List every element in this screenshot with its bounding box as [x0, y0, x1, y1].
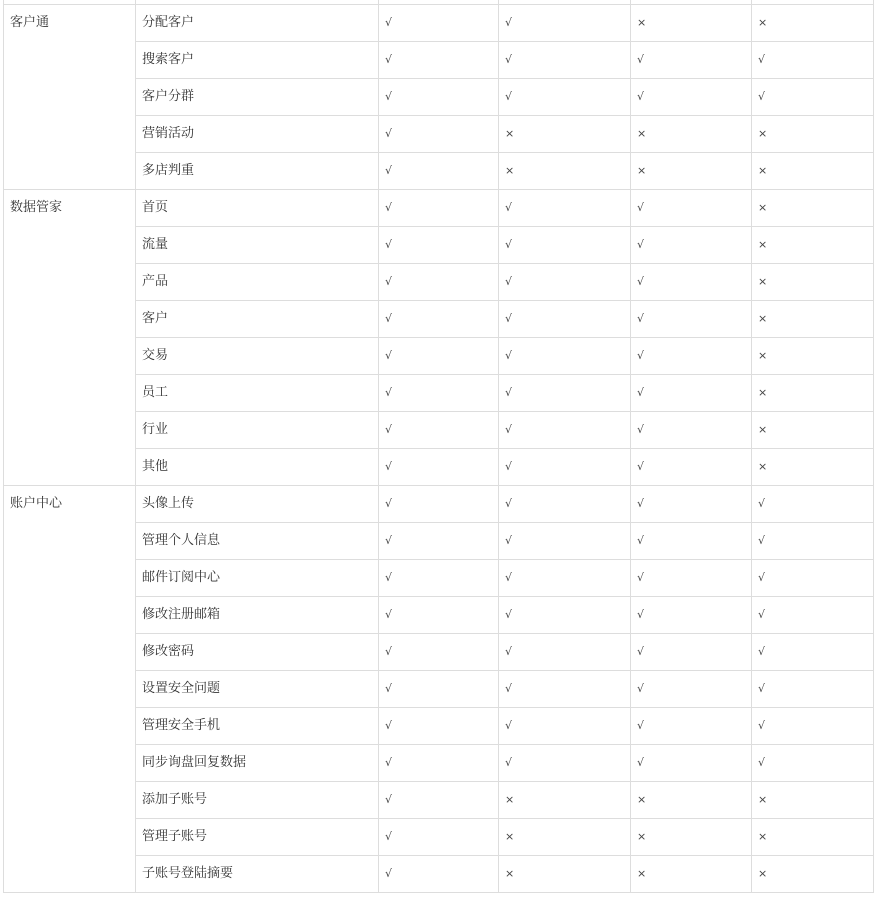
cross-mark: ×: [752, 782, 874, 819]
check-mark: √: [631, 597, 752, 634]
check-mark: √: [631, 301, 752, 338]
check-mark: √: [631, 42, 752, 79]
check-mark: √: [379, 745, 499, 782]
check-mark: √: [499, 523, 631, 560]
feature-label: 设置安全问题: [136, 671, 379, 708]
check-mark: √: [499, 597, 631, 634]
check-mark: √: [379, 486, 499, 523]
check-mark: √: [499, 449, 631, 486]
check-mark: √: [752, 79, 874, 116]
check-mark: √: [499, 412, 631, 449]
check-mark: √: [379, 856, 499, 893]
feature-label: 邮件订阅中心: [136, 560, 379, 597]
check-mark: √: [379, 634, 499, 671]
check-mark: √: [752, 634, 874, 671]
cross-mark: ×: [631, 782, 752, 819]
feature-label: 营销活动: [136, 116, 379, 153]
feature-label: 产品: [136, 264, 379, 301]
cross-mark: ×: [499, 153, 631, 190]
check-mark: √: [631, 634, 752, 671]
check-mark: √: [499, 634, 631, 671]
check-mark: √: [499, 338, 631, 375]
check-mark: √: [379, 338, 499, 375]
check-mark: √: [379, 708, 499, 745]
check-mark: √: [379, 782, 499, 819]
check-mark: √: [499, 745, 631, 782]
check-mark: √: [752, 745, 874, 782]
feature-label: 修改密码: [136, 634, 379, 671]
check-mark: √: [379, 79, 499, 116]
cross-mark: ×: [752, 301, 874, 338]
check-mark: √: [379, 42, 499, 79]
check-mark: √: [499, 190, 631, 227]
check-mark: √: [631, 523, 752, 560]
check-mark: √: [631, 375, 752, 412]
check-mark: √: [379, 116, 499, 153]
check-mark: √: [752, 671, 874, 708]
cross-mark: ×: [752, 449, 874, 486]
cross-mark: ×: [499, 116, 631, 153]
cross-mark: ×: [499, 856, 631, 893]
feature-label: 修改注册邮箱: [136, 597, 379, 634]
cross-mark: ×: [631, 5, 752, 42]
feature-label: 其他: [136, 449, 379, 486]
check-mark: √: [631, 449, 752, 486]
check-mark: √: [379, 190, 499, 227]
table-row: [4, 486, 874, 523]
cross-mark: ×: [631, 153, 752, 190]
check-mark: √: [379, 412, 499, 449]
feature-label: 行业: [136, 412, 379, 449]
check-mark: √: [631, 560, 752, 597]
feature-label: 分配客户: [136, 5, 379, 42]
group-label: 客户通: [4, 5, 136, 190]
check-mark: √: [752, 708, 874, 745]
check-mark: √: [379, 671, 499, 708]
cross-mark: ×: [752, 5, 874, 42]
check-mark: √: [631, 190, 752, 227]
check-mark: √: [379, 523, 499, 560]
cross-mark: ×: [752, 116, 874, 153]
check-mark: √: [499, 560, 631, 597]
check-mark: √: [379, 597, 499, 634]
check-mark: √: [752, 486, 874, 523]
check-mark: √: [631, 745, 752, 782]
feature-label: 客户: [136, 301, 379, 338]
check-mark: √: [752, 42, 874, 79]
cross-mark: ×: [752, 412, 874, 449]
feature-label: 客户分群: [136, 79, 379, 116]
check-mark: √: [499, 301, 631, 338]
feature-label: 首页: [136, 190, 379, 227]
check-mark: √: [752, 523, 874, 560]
cross-mark: ×: [499, 782, 631, 819]
check-mark: √: [379, 449, 499, 486]
check-mark: √: [379, 227, 499, 264]
table-row: [4, 190, 874, 227]
check-mark: √: [499, 42, 631, 79]
check-mark: √: [631, 412, 752, 449]
check-mark: √: [631, 227, 752, 264]
cross-mark: ×: [499, 819, 631, 856]
cross-mark: ×: [752, 264, 874, 301]
check-mark: √: [379, 153, 499, 190]
feature-label: 管理个人信息: [136, 523, 379, 560]
check-mark: √: [379, 819, 499, 856]
feature-label: 流量: [136, 227, 379, 264]
feature-label: 管理子账号: [136, 819, 379, 856]
feature-label: 搜索客户: [136, 42, 379, 79]
cross-mark: ×: [631, 116, 752, 153]
check-mark: √: [379, 264, 499, 301]
group-label: 数据管家: [4, 190, 136, 486]
check-mark: √: [379, 5, 499, 42]
group-label: 账户中心: [4, 486, 136, 893]
check-mark: √: [631, 338, 752, 375]
check-mark: √: [379, 560, 499, 597]
check-mark: √: [752, 597, 874, 634]
feature-label: 员工: [136, 375, 379, 412]
check-mark: √: [631, 708, 752, 745]
feature-label: 交易: [136, 338, 379, 375]
feature-label: 多店判重: [136, 153, 379, 190]
check-mark: √: [499, 79, 631, 116]
feature-label: 头像上传: [136, 486, 379, 523]
check-mark: √: [379, 301, 499, 338]
check-mark: √: [379, 375, 499, 412]
cross-mark: ×: [752, 153, 874, 190]
check-mark: √: [631, 486, 752, 523]
check-mark: √: [631, 264, 752, 301]
permissions-table: [3, 0, 874, 893]
feature-label: 添加子账号: [136, 782, 379, 819]
check-mark: √: [499, 5, 631, 42]
check-mark: √: [499, 227, 631, 264]
feature-label: 同步询盘回复数据: [136, 745, 379, 782]
check-mark: √: [499, 671, 631, 708]
cross-mark: ×: [752, 190, 874, 227]
feature-label: 子账号登陆摘要: [136, 856, 379, 893]
check-mark: √: [499, 708, 631, 745]
table-row: [4, 5, 874, 42]
check-mark: √: [499, 486, 631, 523]
cross-mark: ×: [631, 856, 752, 893]
check-mark: √: [499, 375, 631, 412]
cross-mark: ×: [752, 227, 874, 264]
check-mark: √: [752, 560, 874, 597]
cross-mark: ×: [752, 856, 874, 893]
check-mark: √: [499, 264, 631, 301]
cross-mark: ×: [752, 819, 874, 856]
permissions-table-body: [4, 0, 874, 893]
cross-mark: ×: [752, 375, 874, 412]
check-mark: √: [631, 79, 752, 116]
check-mark: √: [631, 671, 752, 708]
cross-mark: ×: [752, 338, 874, 375]
permissions-table-wrapper: [3, 0, 874, 893]
cross-mark: ×: [631, 819, 752, 856]
feature-label: 管理安全手机: [136, 708, 379, 745]
